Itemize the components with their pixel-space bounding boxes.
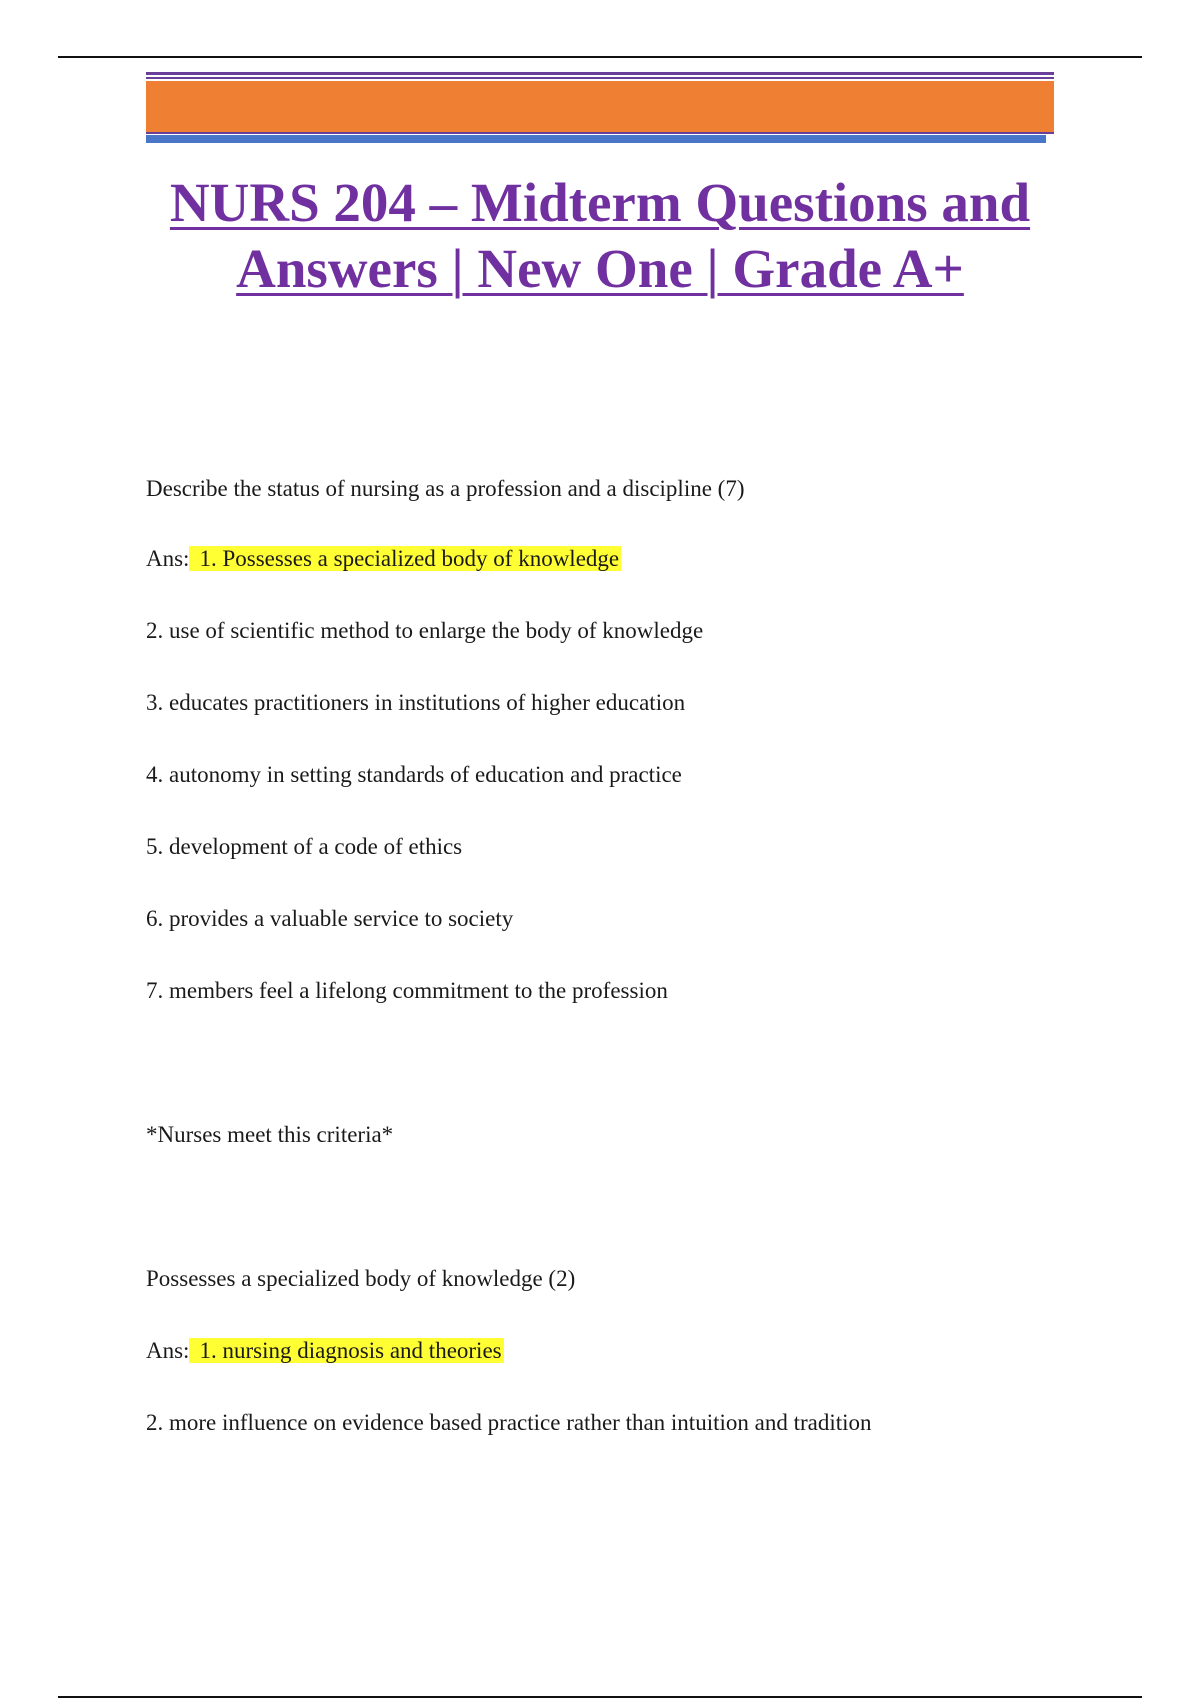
page-bottom-rule (58, 1696, 1142, 1698)
answer-label: Ans: (146, 546, 190, 571)
question-2: Possesses a specialized body of knowledge (2) (146, 1266, 576, 1291)
banner-purple-stripe (146, 72, 1054, 75)
answer-item: 2. more influence on evidence based practice rather than intuition and tradition (146, 1410, 872, 1435)
answer-item: 6. provides a valuable service to society (146, 906, 514, 931)
answer-item: 4. autonomy in setting standards of education and practice (146, 762, 682, 787)
header-banner (146, 72, 1054, 146)
banner-purple-stripe (146, 77, 1054, 79)
page-top-rule (58, 56, 1142, 58)
answer-item: 7. members feel a lifelong commitment to the profession (146, 978, 668, 1003)
highlighted-answer: 1. Possesses a specialized body of knowledge (189, 546, 621, 571)
question-1: Describe the status of nursing as a profession and a discipline (7) (146, 476, 745, 501)
banner-blue-band (146, 135, 1046, 143)
answer-item: 3. educates practitioners in institutions of higher education (146, 690, 686, 715)
answer-1-line (146, 544, 621, 574)
banner-purple-stripe (146, 132, 1054, 134)
document-title: NURS 204 – Midterm Questions and Answers | New One | Grade A+ (169, 172, 1031, 299)
answer-item: 2. use of scientific method to enlarge the body of knowledge (146, 618, 704, 643)
answer-2-line (146, 1336, 504, 1366)
answer-label: Ans: (146, 1338, 190, 1363)
banner-orange-band (146, 81, 1054, 132)
highlighted-answer: 1. nursing diagnosis and theories (189, 1338, 503, 1363)
answer-item: 5. development of a code of ethics (146, 834, 463, 859)
criteria-note: *Nurses meet this criteria* (146, 1122, 394, 1147)
